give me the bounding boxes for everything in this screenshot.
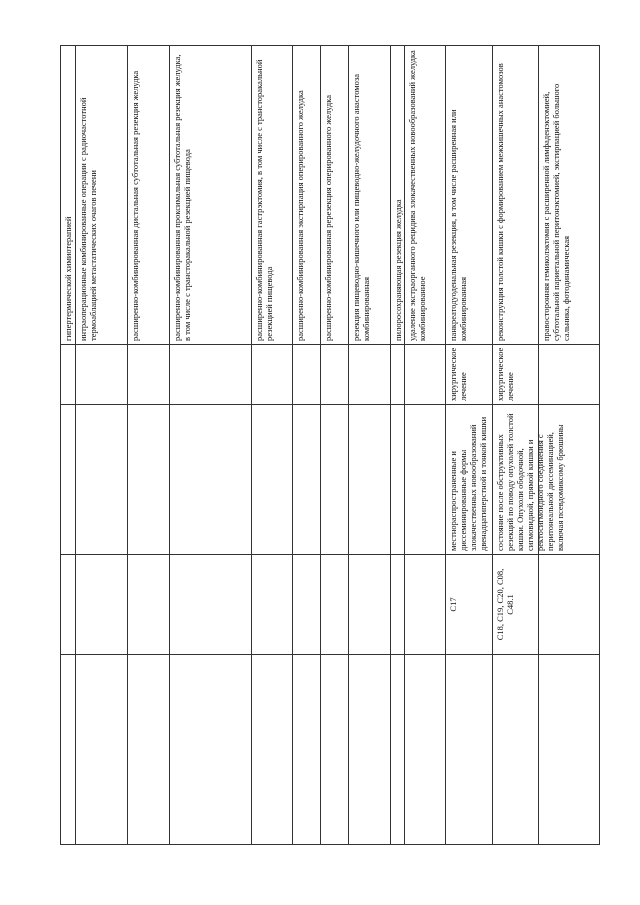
method-cell: интраоперационные комбинированные операции с радиочастотной термоаблацией метастатических очагов печени [76,45,127,345]
code-cell [405,555,445,655]
treatment-cell [61,345,75,405]
method-cell: правосторонняя гемиколэктомия с расширенной лимфаденэктомией, субтотальной париетальной перитонэктомией, экстирпацией большого сальника, фотодинамическая [539,45,599,345]
method-cell: расширенно-комбинированная гастрэктомия, в том числе с трансторакальной резекцией пищевода [252,45,292,345]
treatment-cell [252,345,292,405]
group-cell [539,655,599,845]
model-cell [539,405,599,555]
code-cell: C18, C19, C20, C08, C48.1 [493,555,538,655]
table-row [348,45,390,845]
code-cell [321,555,348,655]
group-cell [170,655,251,845]
code-cell [391,555,404,655]
model-cell [321,405,348,555]
code-cell [170,555,251,655]
group-cell [76,655,127,845]
group-cell [493,655,538,845]
method-cell: расширенно-комбинированная проксимальная субтотальная резекция желудка, в том числе с трансторакальной резекцией пищевода [170,45,251,345]
treatment-cell [128,345,169,405]
treatment-cell [170,345,251,405]
table-row [445,45,492,845]
method-cell: расширенно-комбинированная экстирпация оперированного желудка [293,45,320,345]
model-cell [391,405,404,555]
treatment-cell [321,345,348,405]
group-cell [405,655,445,845]
group-cell [349,655,390,845]
model-cell [252,405,292,555]
group-cell [321,655,348,845]
table-row [75,45,127,845]
table-row [60,45,75,845]
group-cell [252,655,292,845]
treatment-cell [405,345,445,405]
method-cell: расширенно-комбинированная дистальная субтотальная резекция желудка [128,45,169,345]
code-cell [539,555,599,655]
group-cell [61,655,75,845]
code-cell [61,555,75,655]
table-row [538,45,600,845]
method-cell: гипертермической химиотерапией [61,45,75,345]
table-row [127,45,169,845]
code-cell [349,555,390,655]
model-cell: состояние после обструктивных резекций по поводу опухолей толстой кишки. Опухоли ободочной, сигмовидной, прямой кишки и ректосигмоидного соединения с перитонеальной диссеминацией, включая псевдомиксому брюшины [493,405,538,555]
treatment-cell: хирургическое лечение [493,345,538,405]
model-cell [293,405,320,555]
group-cell [128,655,169,845]
table-row [169,45,251,845]
model-cell [349,405,390,555]
code-cell [128,555,169,655]
treatment-cell [349,345,390,405]
treatment-cell [539,345,599,405]
model-cell [76,405,127,555]
model-cell [128,405,169,555]
table-row [320,45,348,845]
treatment-cell: хирургическое лечение [446,345,492,405]
code-cell [76,555,127,655]
group-cell [293,655,320,845]
method-cell: пилоросохраняющая резекция желудка [391,45,404,345]
treatment-cell [391,345,404,405]
method-cell: реконструкция толстой кишки с формированием межкишечных анастомозов [493,45,538,345]
table-row [251,45,292,845]
code-cell: C17 [446,555,492,655]
model-cell [170,405,251,555]
code-cell [252,555,292,655]
table-row [292,45,320,845]
group-cell [391,655,404,845]
treatment-cell [293,345,320,405]
method-cell: расширенно-комбинированная ререзекция оперированного желудка [321,45,348,345]
method-cell: резекция пищеводно-кишечного или пищеводно-желудочного анастомоза комбинированная [349,45,390,345]
model-cell [61,405,75,555]
model-cell: местнораспространенные и диссеминированные формы злокачественных новообразований двенадцатиперстной и тонкой кишки [446,405,492,555]
method-cell: удаление экстраорганного рецидива злокачественных новообразований желудка комбинированное [405,45,445,345]
treatment-cell [76,345,127,405]
code-cell [293,555,320,655]
table-row [390,45,404,845]
data-table [60,45,600,845]
group-cell [446,655,492,845]
model-cell [405,405,445,555]
method-cell: панкреатодуоденальная резекция, в том числе расширенная или комбинированная [446,45,492,345]
table-row [404,45,445,845]
